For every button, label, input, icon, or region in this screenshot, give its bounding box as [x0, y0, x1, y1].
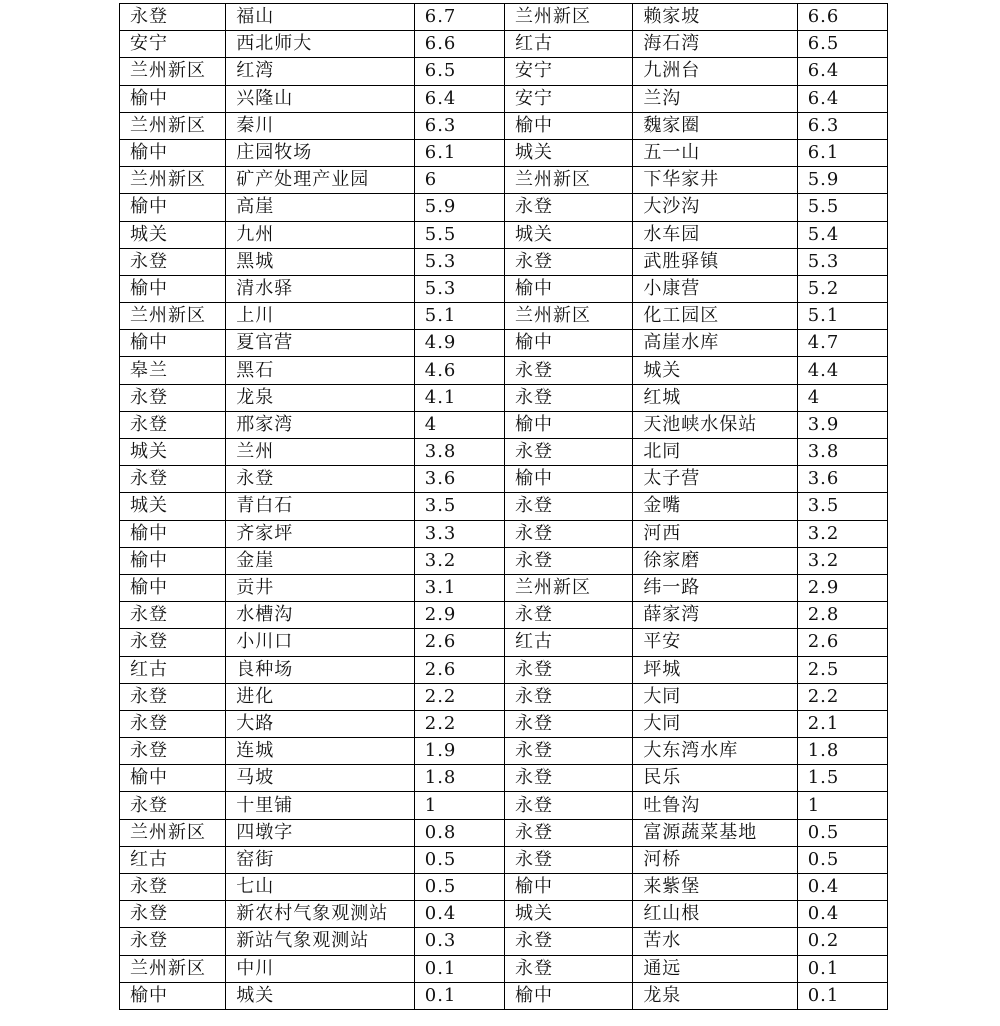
table-row [120, 330, 888, 357]
table-row [120, 792, 888, 819]
district-cell: 永登 [504, 439, 632, 466]
value-cell: 0.1 [797, 982, 887, 1009]
table-row [120, 683, 888, 710]
station-cell: 小川口 [226, 629, 414, 656]
value-cell: 6.7 [414, 4, 504, 31]
value-cell: 4.9 [414, 330, 504, 357]
district-cell: 榆中 [120, 330, 226, 357]
station-cell: 高崖 [226, 194, 414, 221]
value-cell: 4 [414, 411, 504, 438]
station-cell: 城关 [226, 982, 414, 1009]
value-cell: 6.6 [414, 31, 504, 58]
value-cell: 2.6 [414, 656, 504, 683]
station-cell: 富源蔬菜基地 [633, 819, 797, 846]
value-cell: 0.5 [414, 874, 504, 901]
station-cell: 贡井 [226, 574, 414, 601]
district-cell: 永登 [120, 629, 226, 656]
district-cell: 永登 [504, 357, 632, 384]
value-cell: 2.9 [797, 574, 887, 601]
station-cell: 海石湾 [633, 31, 797, 58]
district-cell: 榆中 [120, 520, 226, 547]
table-row [120, 439, 888, 466]
table-row [120, 357, 888, 384]
value-cell: 6.3 [797, 112, 887, 139]
table-row [120, 221, 888, 248]
table-row [120, 901, 888, 928]
station-cell: 平安 [633, 629, 797, 656]
district-cell: 兰州新区 [120, 58, 226, 85]
value-cell: 5.5 [414, 221, 504, 248]
precipitation-table [119, 3, 888, 1010]
table-row [120, 656, 888, 683]
value-cell: 1 [414, 792, 504, 819]
station-cell: 青白石 [226, 493, 414, 520]
district-cell: 永登 [504, 955, 632, 982]
station-cell: 黑石 [226, 357, 414, 384]
table-row [120, 303, 888, 330]
station-cell: 来紫堡 [633, 874, 797, 901]
station-cell: 高崖水库 [633, 330, 797, 357]
value-cell: 2.2 [414, 683, 504, 710]
station-cell: 四墩字 [226, 819, 414, 846]
value-cell: 6.5 [797, 31, 887, 58]
value-cell: 6.5 [414, 58, 504, 85]
value-cell: 5.4 [797, 221, 887, 248]
station-cell: 河桥 [633, 846, 797, 873]
station-cell: 天池峡水保站 [633, 411, 797, 438]
station-cell: 庄园牧场 [226, 139, 414, 166]
district-cell: 城关 [120, 493, 226, 520]
district-cell: 永登 [504, 493, 632, 520]
district-cell: 永登 [120, 928, 226, 955]
value-cell: 0.4 [414, 901, 504, 928]
table-row [120, 167, 888, 194]
station-cell: 下华家井 [633, 167, 797, 194]
station-cell: 清水驿 [226, 275, 414, 302]
value-cell: 6.4 [797, 85, 887, 112]
station-cell: 七山 [226, 874, 414, 901]
district-cell: 榆中 [504, 275, 632, 302]
district-cell: 永登 [120, 683, 226, 710]
value-cell: 5.2 [797, 275, 887, 302]
value-cell: 3.8 [414, 439, 504, 466]
district-cell: 永登 [504, 710, 632, 737]
value-cell: 4 [797, 384, 887, 411]
value-cell: 0.5 [797, 819, 887, 846]
district-cell: 永登 [120, 738, 226, 765]
district-cell: 城关 [504, 901, 632, 928]
value-cell: 4.4 [797, 357, 887, 384]
table-row [120, 547, 888, 574]
district-cell: 兰州新区 [120, 819, 226, 846]
table-row [120, 928, 888, 955]
table-row [120, 466, 888, 493]
value-cell: 1.8 [797, 738, 887, 765]
value-cell: 0.3 [414, 928, 504, 955]
station-cell: 北同 [633, 439, 797, 466]
value-cell: 0.1 [414, 982, 504, 1009]
station-cell: 福山 [226, 4, 414, 31]
district-cell: 安宁 [120, 31, 226, 58]
station-cell: 兰沟 [633, 85, 797, 112]
table-row [120, 4, 888, 31]
station-cell: 永登 [226, 466, 414, 493]
table-row [120, 31, 888, 58]
value-cell: 1 [797, 792, 887, 819]
district-cell: 永登 [504, 683, 632, 710]
value-cell: 4.6 [414, 357, 504, 384]
station-cell: 秦川 [226, 112, 414, 139]
table-row [120, 85, 888, 112]
district-cell: 永登 [504, 384, 632, 411]
table-row [120, 520, 888, 547]
station-cell: 十里铺 [226, 792, 414, 819]
value-cell: 4.1 [414, 384, 504, 411]
district-cell: 永登 [120, 874, 226, 901]
station-cell: 武胜驿镇 [633, 248, 797, 275]
station-cell: 水槽沟 [226, 602, 414, 629]
district-cell: 榆中 [504, 874, 632, 901]
value-cell: 0.2 [797, 928, 887, 955]
district-cell: 永登 [504, 656, 632, 683]
table-row [120, 982, 888, 1009]
district-cell: 榆中 [504, 466, 632, 493]
district-cell: 永登 [504, 819, 632, 846]
station-cell: 马坡 [226, 765, 414, 792]
value-cell: 6.6 [797, 4, 887, 31]
value-cell: 0.4 [797, 901, 887, 928]
value-cell: 3.6 [414, 466, 504, 493]
table-row [120, 710, 888, 737]
table-row [120, 58, 888, 85]
station-cell: 大路 [226, 710, 414, 737]
station-cell: 九洲台 [633, 58, 797, 85]
district-cell: 皋兰 [120, 357, 226, 384]
district-cell: 榆中 [120, 85, 226, 112]
district-cell: 城关 [504, 221, 632, 248]
value-cell: 5.3 [414, 275, 504, 302]
station-cell: 民乐 [633, 765, 797, 792]
value-cell: 2.2 [797, 683, 887, 710]
table-row [120, 955, 888, 982]
station-cell: 金崖 [226, 547, 414, 574]
station-cell: 大同 [633, 683, 797, 710]
value-cell: 5.3 [414, 248, 504, 275]
station-cell: 纬一路 [633, 574, 797, 601]
district-cell: 兰州新区 [504, 167, 632, 194]
station-cell: 矿产处理产业园 [226, 167, 414, 194]
table-row [120, 411, 888, 438]
station-cell: 连城 [226, 738, 414, 765]
value-cell: 0.1 [414, 955, 504, 982]
table-row [120, 874, 888, 901]
district-cell: 兰州新区 [120, 955, 226, 982]
district-cell: 永登 [504, 846, 632, 873]
district-cell: 兰州新区 [120, 303, 226, 330]
table-row [120, 765, 888, 792]
station-cell: 徐家磨 [633, 547, 797, 574]
value-cell: 6.4 [414, 85, 504, 112]
district-cell: 永登 [504, 738, 632, 765]
station-cell: 红山根 [633, 901, 797, 928]
district-cell: 城关 [504, 139, 632, 166]
district-cell: 永登 [120, 710, 226, 737]
value-cell: 6 [414, 167, 504, 194]
station-cell: 赖家坡 [633, 4, 797, 31]
station-cell: 新农村气象观测站 [226, 901, 414, 928]
value-cell: 4.7 [797, 330, 887, 357]
station-cell: 邢家湾 [226, 411, 414, 438]
station-cell: 进化 [226, 683, 414, 710]
station-cell: 薛家湾 [633, 602, 797, 629]
table-body [120, 4, 888, 1010]
value-cell: 3.2 [797, 520, 887, 547]
station-cell: 上川 [226, 303, 414, 330]
station-cell: 化工园区 [633, 303, 797, 330]
station-cell: 坪城 [633, 656, 797, 683]
value-cell: 6.3 [414, 112, 504, 139]
district-cell: 永登 [120, 4, 226, 31]
station-cell: 新站气象观测站 [226, 928, 414, 955]
district-cell: 永登 [504, 248, 632, 275]
value-cell: 3.1 [414, 574, 504, 601]
station-cell: 中川 [226, 955, 414, 982]
station-cell: 西北师大 [226, 31, 414, 58]
station-cell: 太子营 [633, 466, 797, 493]
station-cell: 城关 [633, 357, 797, 384]
district-cell: 兰州新区 [120, 167, 226, 194]
value-cell: 1.9 [414, 738, 504, 765]
value-cell: 3.5 [414, 493, 504, 520]
district-cell: 城关 [120, 221, 226, 248]
station-cell: 苦水 [633, 928, 797, 955]
value-cell: 1.8 [414, 765, 504, 792]
station-cell: 良种场 [226, 656, 414, 683]
district-cell: 城关 [120, 439, 226, 466]
station-cell: 龙泉 [633, 982, 797, 1009]
station-cell: 小康营 [633, 275, 797, 302]
district-cell: 永登 [504, 928, 632, 955]
value-cell: 3.2 [797, 547, 887, 574]
district-cell: 红古 [120, 846, 226, 873]
station-cell: 兴隆山 [226, 85, 414, 112]
station-cell: 窑街 [226, 846, 414, 873]
district-cell: 永登 [504, 547, 632, 574]
value-cell: 3.2 [414, 547, 504, 574]
value-cell: 1.5 [797, 765, 887, 792]
station-cell: 吐鲁沟 [633, 792, 797, 819]
district-cell: 永登 [504, 602, 632, 629]
table-row [120, 275, 888, 302]
table-row [120, 574, 888, 601]
table-row [120, 139, 888, 166]
station-cell: 兰州 [226, 439, 414, 466]
station-cell: 齐家坪 [226, 520, 414, 547]
district-cell: 安宁 [504, 85, 632, 112]
value-cell: 3.3 [414, 520, 504, 547]
district-cell: 永登 [504, 792, 632, 819]
value-cell: 0.1 [797, 955, 887, 982]
value-cell: 0.8 [414, 819, 504, 846]
district-cell: 榆中 [120, 139, 226, 166]
value-cell: 3.6 [797, 466, 887, 493]
district-cell: 榆中 [120, 194, 226, 221]
value-cell: 3.5 [797, 493, 887, 520]
value-cell: 5.3 [797, 248, 887, 275]
value-cell: 5.5 [797, 194, 887, 221]
district-cell: 榆中 [504, 982, 632, 1009]
table-row [120, 384, 888, 411]
district-cell: 永登 [120, 384, 226, 411]
station-cell: 金嘴 [633, 493, 797, 520]
district-cell: 榆中 [504, 112, 632, 139]
district-cell: 兰州新区 [504, 574, 632, 601]
station-cell: 龙泉 [226, 384, 414, 411]
station-cell: 通远 [633, 955, 797, 982]
station-cell: 魏家圈 [633, 112, 797, 139]
value-cell: 6.1 [414, 139, 504, 166]
value-cell: 2.5 [797, 656, 887, 683]
table-row [120, 194, 888, 221]
district-cell: 永登 [120, 466, 226, 493]
district-cell: 榆中 [120, 574, 226, 601]
station-cell: 大沙沟 [633, 194, 797, 221]
table-row [120, 248, 888, 275]
district-cell: 榆中 [120, 982, 226, 1009]
value-cell: 5.1 [797, 303, 887, 330]
station-cell: 水车园 [633, 221, 797, 248]
table-row [120, 629, 888, 656]
value-cell: 3.9 [797, 411, 887, 438]
value-cell: 2.9 [414, 602, 504, 629]
value-cell: 6.1 [797, 139, 887, 166]
district-cell: 兰州新区 [120, 112, 226, 139]
value-cell: 0.4 [797, 874, 887, 901]
district-cell: 永登 [504, 765, 632, 792]
district-cell: 榆中 [504, 330, 632, 357]
value-cell: 5.9 [797, 167, 887, 194]
station-cell: 黑城 [226, 248, 414, 275]
district-cell: 永登 [504, 520, 632, 547]
table-row [120, 602, 888, 629]
value-cell: 2.6 [797, 629, 887, 656]
table-row [120, 819, 888, 846]
table-row [120, 738, 888, 765]
district-cell: 永登 [504, 194, 632, 221]
value-cell: 0.5 [797, 846, 887, 873]
station-cell: 红湾 [226, 58, 414, 85]
table-row [120, 112, 888, 139]
station-cell: 大同 [633, 710, 797, 737]
district-cell: 兰州新区 [504, 4, 632, 31]
station-cell: 河西 [633, 520, 797, 547]
value-cell: 3.8 [797, 439, 887, 466]
table-row [120, 493, 888, 520]
value-cell: 5.1 [414, 303, 504, 330]
district-cell: 安宁 [504, 58, 632, 85]
district-cell: 榆中 [120, 275, 226, 302]
value-cell: 2.1 [797, 710, 887, 737]
district-cell: 红古 [504, 31, 632, 58]
value-cell: 2.8 [797, 602, 887, 629]
value-cell: 0.5 [414, 846, 504, 873]
station-cell: 五一山 [633, 139, 797, 166]
district-cell: 永登 [120, 248, 226, 275]
district-cell: 榆中 [120, 547, 226, 574]
station-cell: 夏官营 [226, 330, 414, 357]
district-cell: 永登 [120, 901, 226, 928]
district-cell: 榆中 [504, 411, 632, 438]
value-cell: 6.4 [797, 58, 887, 85]
district-cell: 永登 [120, 602, 226, 629]
district-cell: 永登 [120, 792, 226, 819]
district-cell: 永登 [120, 411, 226, 438]
station-cell: 红城 [633, 384, 797, 411]
district-cell: 红古 [504, 629, 632, 656]
value-cell: 2.6 [414, 629, 504, 656]
table-row [120, 846, 888, 873]
station-cell: 大东湾水库 [633, 738, 797, 765]
value-cell: 5.9 [414, 194, 504, 221]
station-cell: 九州 [226, 221, 414, 248]
district-cell: 榆中 [120, 765, 226, 792]
value-cell: 2.2 [414, 710, 504, 737]
district-cell: 兰州新区 [504, 303, 632, 330]
district-cell: 红古 [120, 656, 226, 683]
